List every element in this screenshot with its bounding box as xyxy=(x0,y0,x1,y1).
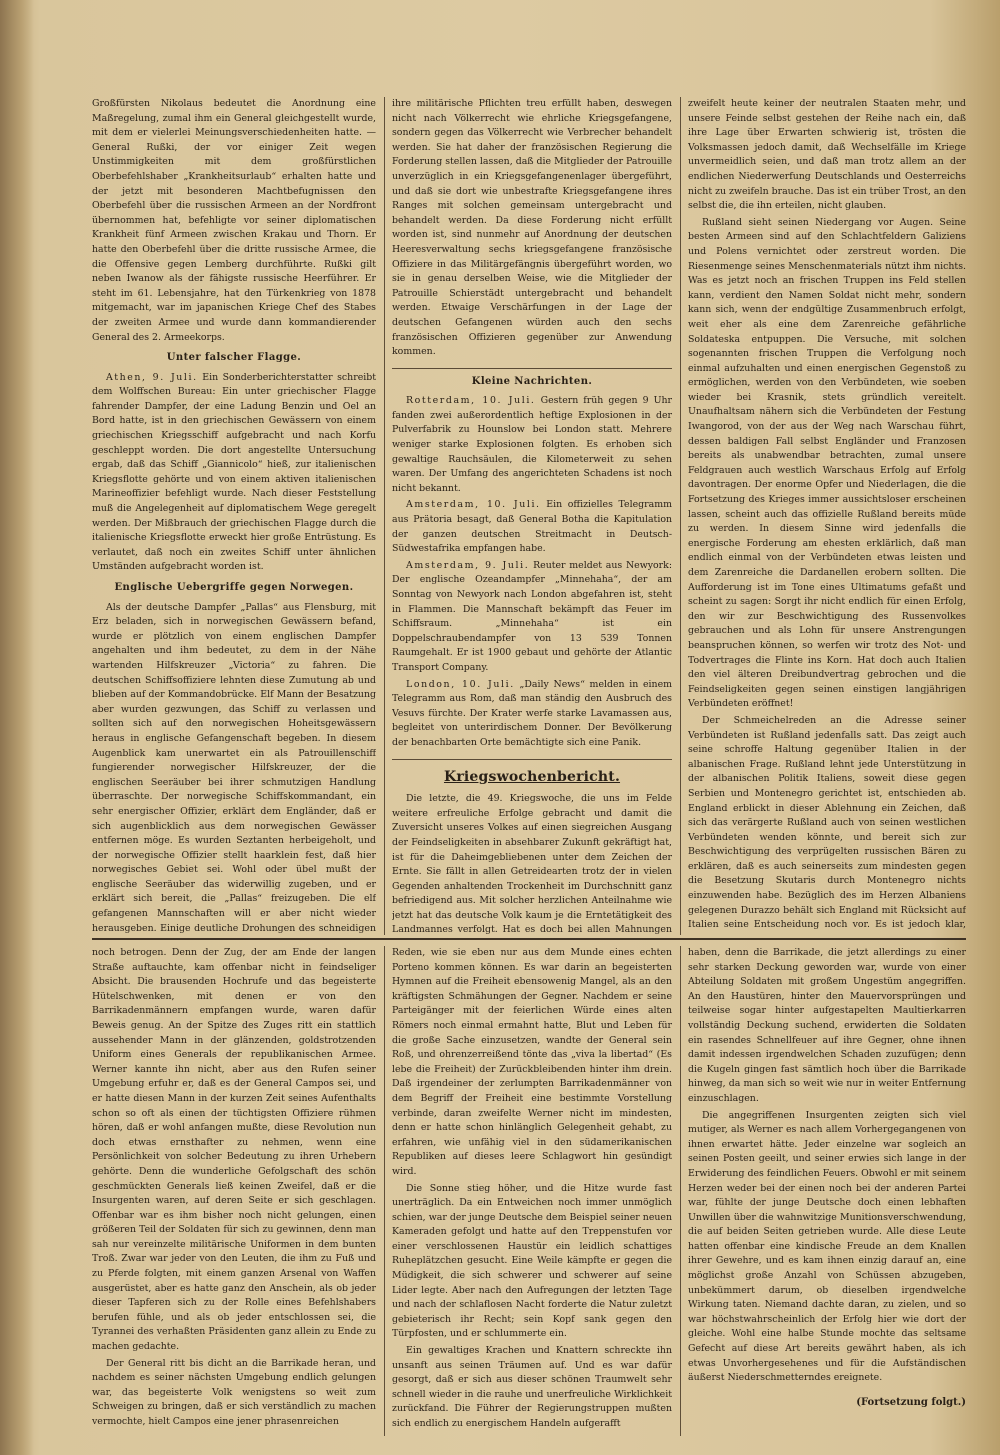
column-rule xyxy=(680,97,681,935)
news-text: Reuter meldet aus Newyork: Der englische Ozeandampfer „Minnehaha“, der am Sonntag von Newyork nach London abgefahren ist, steht in Flammen. Die Mannschaft bekämpft das Feuer im Schiffsraum. „Minnehaha“ ist ein Doppelschraubendampfer von 13 539 Tonnen Raumgehalt. Er ist 1900 gebaut und gehörte der Atlantic Transport Company. xyxy=(392,559,672,673)
dateline: Athen, 9. Juli. xyxy=(106,371,198,383)
page-fold-shadow xyxy=(0,0,34,1455)
section-divider xyxy=(392,759,672,760)
feuilleton-divider xyxy=(92,938,966,940)
serial-paragraph: haben, denn die Barrikade, die jetzt allerdings zu einer sehr starken Deckung geworden war, wurde von einer Abteilung Soldaten mit großem Ungestüm angegriffen. An den Haustüren, hinter den Mauervorsprüngen und teilweise sogar hinter aufgestapelten Maultierkarren vollständig Deckung suchend, erwiderten die Soldaten ein rasendes Schnellfeuer auf ihre Gegner, ohne ihnen damit indessen irgendwelchen Schaden zuzufügen; denn die Kugeln gingen fast sämtlich hoch über die Barrikade hinweg, da man sich so weit wie nur in weiter Entfernung einzuschlagen. xyxy=(688,947,966,1104)
headline-false-flag: Unter falscher Flagge. xyxy=(166,352,302,364)
news-text: Gestern früh gegen 9 Uhr fanden zwei außerordentlich heftige Explosionen in der Pulverfabrik zu Hounslow bei London statt. Mehrere weniger starke Explosionen folgten. Es erhoben sich gewaltige Rauchsäulen, die Kilometerweit zu sehen waren. Der Umfang des angerichteten Schadens ist noch nicht bekannt. xyxy=(392,395,672,494)
serial-column-3 xyxy=(688,946,966,1436)
serial-paragraph: Der General ritt bis dicht an die Barrikade heran, und nachdem es seiner nächsten Umgebung endlich gelungen war, das begeisterte Volk wenigstens so weit zum Schweigen zu bringen, daß er sich verständlich zu machen vermochte, hielt Campos eine jener phrasenreichen xyxy=(92,1357,376,1427)
dateline: Amsterdam, 9. Juli. xyxy=(406,559,530,571)
news-item-london xyxy=(392,678,672,751)
continuation-note: (Fortsetzung folgt.) xyxy=(856,1396,966,1408)
column-rule xyxy=(384,97,385,935)
article-continuation: Großfürsten Nikolaus bedeutet die Anordnung eine Maßregelung, zumal ihm ein General gleichgestellt wurde, mit dem er vielerlei Meinungsverschiedenheiten hatte. — General Rußki, der vor einiger Zeit wegen Unstimmigkeiten mit dem großfürstlichen Oberbefehlshaber „Krankheitsurlaub“ erhalten hatte und der jetzt mit besonderen Machtbefugnissen den Oberbefehl über die russischen Armeen an der Nordfront übernommen hat, befehligte vor seiner diplomatischen Krankheit fünf Armeen zwischen Krakau und Thorn. Er hatte den Oberbefehl über die dritte russische Armee, die die Offensive gegen Lemberg durchführte. Rußki gilt neben Iwanow als der fähigste russische Heerführer. Er steht im 61. Lebensjahre, hat den Türkenkrieg von 1878 mitgemacht, war im japanischen Kriege Chef des Stabes der zweiten Armee und wurde dann kommandierender General des 2. Armeekorps. xyxy=(92,98,376,343)
weekly-report-paragraph: Rußland sieht seinen Niedergang vor Augen. Seine besten Armeen sind auf den Schlachtfeldern Galiziens und Polens vernichtet oder zerstreut worden. Die Riesenmenge seines Menschenmaterials nützt ihm nichts. Was es jetzt noch an frischen Truppen ins Feld stellen kann, verdient den Namen Soldat nicht mehr, sondern kann sich, wenn der endgültige Zusammenbruch erfolgt, weit eher als eine dem Zarenreiche gefährliche Soldateska entpuppen. Die Versuche, mit solchen sogenannten frischen Truppen die Verfolgung noch einmal aufzuhalten und einen energischen Gegenstoß zu ermöglichen, werden von den Verbündeten, wie soeben wieder bei Krasnik, stets gründlich vereitelt. Unaufhaltsam nähern sich die Verbündeten der Festung Iwangorod, von der aus der Weg nach Warschau führt, dessen baldigen Fall selbst Engländer und Franzosen bereits als unabwendbar betrachten, zumal unsere Feldgrauen auch westlich Warschaus Erfolg auf Erfolg davontragen. Der enorme Opfer und Niederlagen, die die Fortsetzung des Krieges immer aussichtsloser erscheinen lassen, scheint auch das offizielle Rußland bereits müde zu werden. In diesem Sinne wird jedenfalls die energische Forderung am ehesten erklärlich, daß man endlich einmal von der Verbündeten etwas leisten und dem Zarenreiche die Dardanellen erobern sollten. Die Aufforderung ist im Tone eines Ultimatums gefaßt und scheint zu sagen: Sorgt ihr nicht endlich für einen Erfolg, den wir zur Beschwichtigung des Russenvolkes gebrauchen und als Lohn für unsere Anstrengungen beanspruchen können, so werfen wir trotz des Not- und Todvertrages die Flinte ins Korn. Hat doch auch Italien den viel älteren Dreibundvertrag gebrochen und die Feindseligkeiten gegen seinen einstigen langjährigen Verbündeten eröffnet! xyxy=(688,216,966,710)
weekly-report-paragraph: Die letzte, die 49. Kriegswoche, die uns im Felde weitere erfreuliche Erfolge gebracht und damit die Zuversicht unseres Volkes auf einen siegreichen Ausgang der Feindseligkeiten in absehbarer Zukunft gekräftigt hat, ist für die Daheimgebliebenen unter dem Zeichen der Ernte. Sie fällt in allen Getreidearten trotz der in vielen Gegenden anhaltenden Trockenheit im Durchschnitt ganz befriedigend aus. Mit solcher herzlichen Anteilnahme wie jetzt hat das deutsche Volk kaum je die Erntetätigkeit des Landmannes verfolgt. Hat es doch bei allen Mahnungen xyxy=(392,793,672,935)
serial-paragraph: Ein gewaltiges Krachen und Knattern schreckte ihn unsanft aus seinen Träumen auf. Und es war dafür gesorgt, daß er sich aus dieser schönen Traumwelt sehr schnell wieder in die rauhe und unerfreuliche Wirklichkeit zurückfand. Die Führer der Regierungstruppen mußten sich endlich zu energischem Handeln aufgerafft xyxy=(392,1345,672,1429)
news-item-amsterdam-1 xyxy=(392,498,672,556)
article-column-2 xyxy=(392,97,672,935)
serial-column-2 xyxy=(392,946,672,1436)
article-column-1 xyxy=(92,97,376,935)
article-continuation: ihre militärische Pflichten treu erfüllt haben, deswegen nicht nach Völkerrecht wie ehrliche Kriegsgefangene, sondern gegen das Völkerrecht wie Verbrecher behandelt werden. Sie hat daher der französischen Regierung die Forderung stellen lassen, daß die Mitglieder der Patrouille unverzüglich in ein Kriegsgefangenenlager übergeführt, und daß sie dort wie unbestrafte Kriegsgefangene ihres Ranges mit solchen gemeinsam untergebracht und behandelt werden. Da diese Forderung nicht erfüllt worden ist, sind nunmehr auf Anordnung der deutschen Heeresverwaltung sechs kriegsgefangene französische Offiziere in das Militärgefängnis übergeführt worden, wo sie in genau derselben Weise, wie die Mitglieder der Patrouille Schierstädt untergebracht und behandelt werden. Etwaige Verschärfungen in der Lage der deutschen Gefangenen würden auch den sechs französischen Offizieren gegenüber zur Anwendung kommen. xyxy=(392,98,672,358)
dateline: Amsterdam, 10. Juli. xyxy=(406,499,541,511)
dateline: London, 10. Juli. xyxy=(406,678,515,690)
news-item-amsterdam-2 xyxy=(392,559,672,676)
report-norway: Als der deutsche Dampfer „Pallas“ aus Flensburg, mit Erz beladen, sich in norwegischen Gewässern befand, wurde er plötzlich von einem englischen Dampfer angehalten und ihm bedeutet, zu dem in der Nähe wartenden Hilfskreuzer „Victoria“ zu fahren. Die deutschen Schiffsoffiziere lehnten diese Zumutung ab und blieben auf der Kommandobrücke. Elf Mann der Besatzung aber wurden gezwungen, das Schiff zu verlassen und sollten sich auf den norwegischen Hoheitsgewässern heraus in englische Gefangenschaft begeben. In diesem Augenblick kam unerwartet ein als Patrouillenschiff fungierender norwegischer Hilfskreuzer, der die englischen Seeräuber bei ihrer schmutzigen Handlung überraschte. Der norwegische Schiffskommandant, ein sehr energischer Offizier, erklärt dem Engländer, daß er sich augenblicklich aus dem norwegischen Gewässer entfernen möge. Es wurden Seztanten herbeigeholt, und der norwegische Offizier stellt haarklein fest, daß hier norwegisches Gebiet sei. Wohl oder übel mußt der englische Seeräuber das widerwillig zugeben, und er erklärt sich bereit, die „Pallas“ freizugeben. Die elf gefangenen Mannschaften will er aber nicht wieder herausgeben. Einige deutliche Drohungen des schneidigen xyxy=(92,601,376,934)
serial-paragraph: Reden, wie sie eben nur aus dem Munde eines echten Porteno kommen können. Es war darin an begeisterten Hymnen auf die Freiheit ebensowenig Mangel, als an den kräftigsten Schmähungen der Gegner. Nachdem er seine Parteigänger mit der feierlichen Würde eines alten Römers noch einmal ermahnt hatte, Blut und Leben für die große Sache einzusetzen, wandte der General sein Roß, und ohrenzerreißend tönte das „viva la libertad“ (Es lebe die Freiheit) der Zurückbleibenden hinter ihm drein. Daß irgendeiner der zerlumpten Barrikadenmänner von dem Begriff der Freiheit eine bestimmte Vorstellung verbinde, daran zweifelte Werner nicht im mindesten, denn er hatte schon hinlänglich Gelegenheit gehabt, zu erfahren, wie unfähig viel in den südamerikanischen Republiken auf dieses leere Schlagwort hin gesündigt wird. xyxy=(392,947,672,1177)
report-text: Ein Sonderberichterstatter schreibt dem Wolffschen Bureau: Ein unter griechischer Flagge fahrender Dampfer, der eine Ladung Benzin und Oel an Bord hatte, ist in den griechischen Gewässern von einem griechischen Kriegsschiff aufgebracht und nach Korfu geschleppt worden. Die dort angestellte Untersuchung ergab, daß das Schiff „Giannicolo“ hieß, zur italienischen Kriegsflotte gehörte und von einem aktiven italienischen Marineoffizier befehligt wurde. Nach dieser Feststellung muß die Angelegenheit auf diplomatischem Wege geregelt werden. Der Mißbrauch der griechischen Flagge durch die italienische Kriegsflotte erweckt hier große Entrüstung. Es verlautet, daß noch ein zweites Schiff unter ähnlichen Umständen aufgebracht worden ist. xyxy=(92,371,376,573)
headline-war-weekly-report: Kriegswochenbericht. xyxy=(443,768,621,785)
dateline: Rotterdam, 10. Juli. xyxy=(406,395,536,407)
report-athens xyxy=(92,371,376,575)
headline-norway: Englische Uebergriffe gegen Norwegen. xyxy=(114,582,354,593)
news-item-rotterdam xyxy=(392,394,672,496)
column-rule xyxy=(384,946,385,1436)
serial-paragraph: Die Sonne stieg höher, und die Hitze wurde fast unerträglich. Da ein Entweichen noch immer unmöglich schien, war der junge Deutsche dem Beispiel seiner neuen Kameraden gefolgt und hatte auf den Treppenstufen vor einer verschlossenen Haustür ein leidlich schattiges Ruheplätzchen gesucht. Eine Weile kämpfte er gegen die Müdigkeit, die sich schwerer und schwerer auf seine Lider legte. Aber nach den Aufregungen der letzten Tage und nach der schlaflosen Nacht forderte die Natur zuletzt gebieterisch ihr Recht; sein Kopf sank gegen den Türpfosten, und er schlummerte ein. xyxy=(392,1182,672,1340)
news-text: Ein offizielles Telegramm aus Prätoria besagt, daß General Botha die Kapitulation der ganzen deutschen Streitmacht in Deutsch-Südwestafrika empfangen habe. xyxy=(392,499,672,555)
serial-paragraph: Die angegriffenen Insurgenten zeigten sich viel mutiger, als Werner es nach allem Vorhergegangenen von ihnen erwartet hätte. Jeder einzelne war sogleich an seinen Posten geeilt, und seiner erwies sich lange in der Erwiderung des feindlichen Feuers. Obwohl er mit seinem Herzen weder bei der einen noch bei der anderen Partei war, fühlte der junge Deutsche doch einen lebhaften Unwillen über die wahnwitzige Munitionsverschwendung, die auf beiden Seiten getrieben wurde. Alle diese Leute hatten offenbar eine kindische Freude an dem Knallen ihrer Gewehre, und es kam ihnen einzig darauf an, eine möglichst große Anzahl von Schüssen abzugeben, unbekümmert darum, ob dieselben irgendwelche Wirkung taten. Niemand dachte daran, zu zielen, und so war höchstwahrscheinlich der Erfolg hier wie dort der gleiche. Wohl eine halbe Stunde mochte das seltsame Gefecht auf diese Art bereits gewährt haben, als ich etwas Unvorhergesehenes und für die Aufständischen äußerst Niederschmetterndes ereignete. xyxy=(688,1109,966,1384)
weekly-report-paragraph: Der Schmeichelreden an die Adresse seiner Verbündeten ist Rußland jedenfalls satt. Das zeigt auch seine schroffe Haltung gegenüber Italien in der albanischen Frage. Rußland lehnt jede Unterstützung in der albanischen Politik Italiens, soweit diese gegen Serbien und Montenegro gerichtet ist, entschieden ab. England erblickt in dieser Ablehnung ein Zeichen, daß sich das verärgerte Rußland auch von seinen westlichen Verbündeten wenden könnte, und bereit sich zur Beschwichtigung des verprügelten russischen Bären zu erklären, daß es auch seinerseits zum mindesten gegen die Besetzung Skutaris durch Montenegro nichts einzuwenden habe. Bezüglich des im Herzen Albaniens gelegenen Durazzo behält sich England mit Rücksicht auf Italien seine Entscheidung noch vor. Es ist jedoch klar, xyxy=(688,714,966,931)
serial-paragraph: noch betrogen. Denn der Zug, der am Ende der langen Straße auftauchte, kam offenbar nicht in feindseliger Absicht. Die brausenden Hochrufe und das begeisterte Hütelschwenken, mit denen er von den Barrikadenmännern empfangen wurde, waren dafür Beweis genug. An der Spitze des Zuges ritt ein stattlich aussehender Mann in der glänzenden, goldstrotzenden Uniform eines Generals der republikanischen Armee. Werner kannte ihn nicht, aber aus den Rufen seiner Umgebung erfuhr er, daß es der General Campos sei, und er hatte diesen Mann in der kurzen Zeit seines Aufenthalts schon so oft als einen der tüchtigsten Offiziere rühmen hören, daß er wohl anfangen mußte, diese Revolution nun doch etwas ernsthafter zu nehmen, wenn eine Persönlichkeit von solcher Bedeutung zu ihren Urhebern gehörte. Denn die wunderliche Gefolgschaft des schön geschmückten Generals ließ keinen Zweifel, daß er die Insurgenten waren, auf deren Seite er sich geschlagen. Offenbar war es ihm bisher noch nicht gelungen, einen größeren Teil der Soldaten für sich zu gewinnen, denn man sah nur vereinzelte militärische Uniformen in dem bunten Troß. Zwar war jeder von den Leuten, die ihm zu Fuß und zu Pferde folgten, mit einem ganzen Arsenal von Waffen ausgerüstet, aber es hatte ganz den Anschein, als ob jeder dieser Tapferen sich zu der Rolle eines Befehlshabers berufen fühle, und als ob jeder entschlossen sei, die Tyrannei des verhaßten Präsidenten ganz allein zu Ende zu machen gedachte. xyxy=(92,947,376,1353)
headline-short-news: Kleine Nachrichten. xyxy=(471,375,593,387)
column-rule xyxy=(680,946,681,1436)
weekly-report-continuation: zweifelt heute keiner der neutralen Staaten mehr, und unsere Feinde selbst gestehen der Reihe nach ein, daß ihre Lage über Erwarten schwierig ist, trösten die Volksmassen jedoch damit, daß Wechselfälle im Kriege unvermeidlich seien, und daß man trotz allem an der endlichen Niederwerfung Deutschlands und Oesterreichs nicht zu zweifeln brauche. Das ist ein trüber Trost, an den selbst die, die ihn erteilen, nicht glauben. xyxy=(688,98,966,212)
article-column-3 xyxy=(688,97,966,935)
news-text: „Daily News“ melden in einem Telegramm aus Rom, daß man ständig den Ausbruch des Vesuvs fürchte. Der Krater werfe starke Lavamassen aus, begleitet von unterirdischem Donner. Der Bevölkerung der benachbarten Orte bemächtigte sich eine Panik. xyxy=(392,678,672,748)
section-divider xyxy=(392,368,672,369)
serial-column-1 xyxy=(92,946,376,1436)
